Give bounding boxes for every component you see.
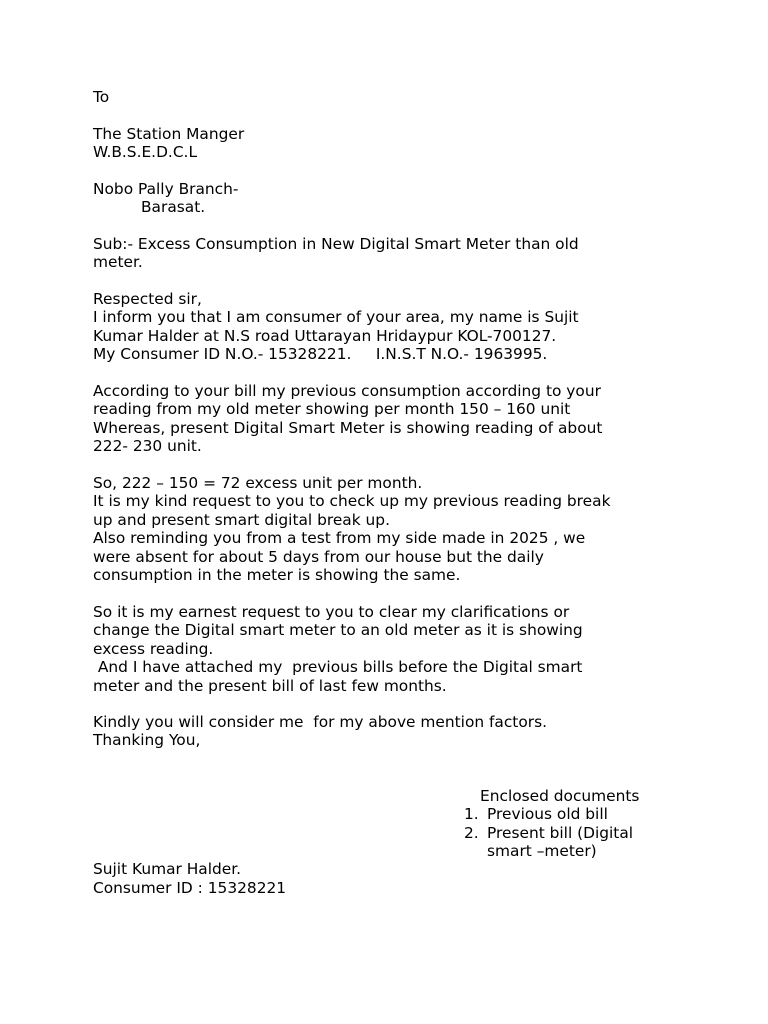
para1-line-3: My Consumer ID N.O.- 15328221. I.N.S.T N.O.- 1963995.: [93, 345, 548, 363]
to-line: To: [93, 88, 110, 106]
para3-line-2: It is my kind request to you to check up my previous reading break: [93, 492, 611, 510]
salutation: Respected sir,: [93, 290, 202, 308]
recipient-place: Barasat.: [141, 198, 206, 216]
signature-name: Sujit Kumar Halder.: [93, 860, 242, 878]
para4-line-4: And I have attached my previous bills before the Digital smart: [93, 658, 583, 676]
para4-line-5: meter and the present bill of last few months.: [93, 677, 447, 695]
signature-consumer-id: Consumer ID : 15328221: [93, 879, 287, 897]
para1-line-1: I inform you that I am consumer of your area, my name is Sujit: [93, 308, 579, 326]
list-item: Previous old bill: [487, 805, 608, 823]
list-item: Present bill (Digital: [487, 824, 634, 842]
para4-line-1: So it is my earnest request to you to clear my clarifications or: [93, 603, 570, 621]
subject-line-2: meter.: [93, 253, 143, 271]
list-item-number: 2.: [464, 824, 479, 842]
subject-line-1: Sub:- Excess Consumption in New Digital Smart Meter than old: [93, 235, 579, 253]
para3-line-6: consumption in the meter is showing the same.: [93, 566, 461, 584]
recipient-branch: Nobo Pally Branch-: [93, 180, 239, 198]
para2-line-3: Whereas, present Digital Smart Meter is showing reading of about: [93, 419, 603, 437]
para2-line-2: reading from my old meter showing per month 150 – 160 unit: [93, 400, 571, 418]
para2-line-4: 222- 230 unit.: [93, 437, 202, 455]
para2-line-1: According to your bill my previous consumption according to your: [93, 382, 601, 400]
recipient-org: W.B.S.E.D.C.L: [93, 143, 198, 161]
para3-line-1: So, 222 – 150 = 72 excess unit per month.: [93, 474, 423, 492]
recipient-title: The Station Manger: [93, 125, 245, 143]
para4-line-2: change the Digital smart meter to an old meter as it is showing: [93, 621, 583, 639]
list-item-number: 1.: [464, 805, 479, 823]
para4-line-3: excess reading.: [93, 640, 214, 658]
closing-line: Thanking You,: [93, 731, 201, 749]
para3-line-4: Also reminding you from a test from my side made in 2025 , we: [93, 529, 586, 547]
para3-line-5: were absent for about 5 days from our house but the daily: [93, 548, 544, 566]
enclosures-heading: Enclosed documents: [480, 787, 640, 805]
para5-line-1: Kindly you will consider me for my above mention factors.: [93, 713, 548, 731]
para3-line-3: up and present smart digital break up.: [93, 511, 390, 529]
para1-line-2: Kumar Halder at N.S road Uttarayan Hridaypur KOL-700127.: [93, 327, 557, 345]
list-item-continuation: smart –meter): [487, 842, 597, 860]
